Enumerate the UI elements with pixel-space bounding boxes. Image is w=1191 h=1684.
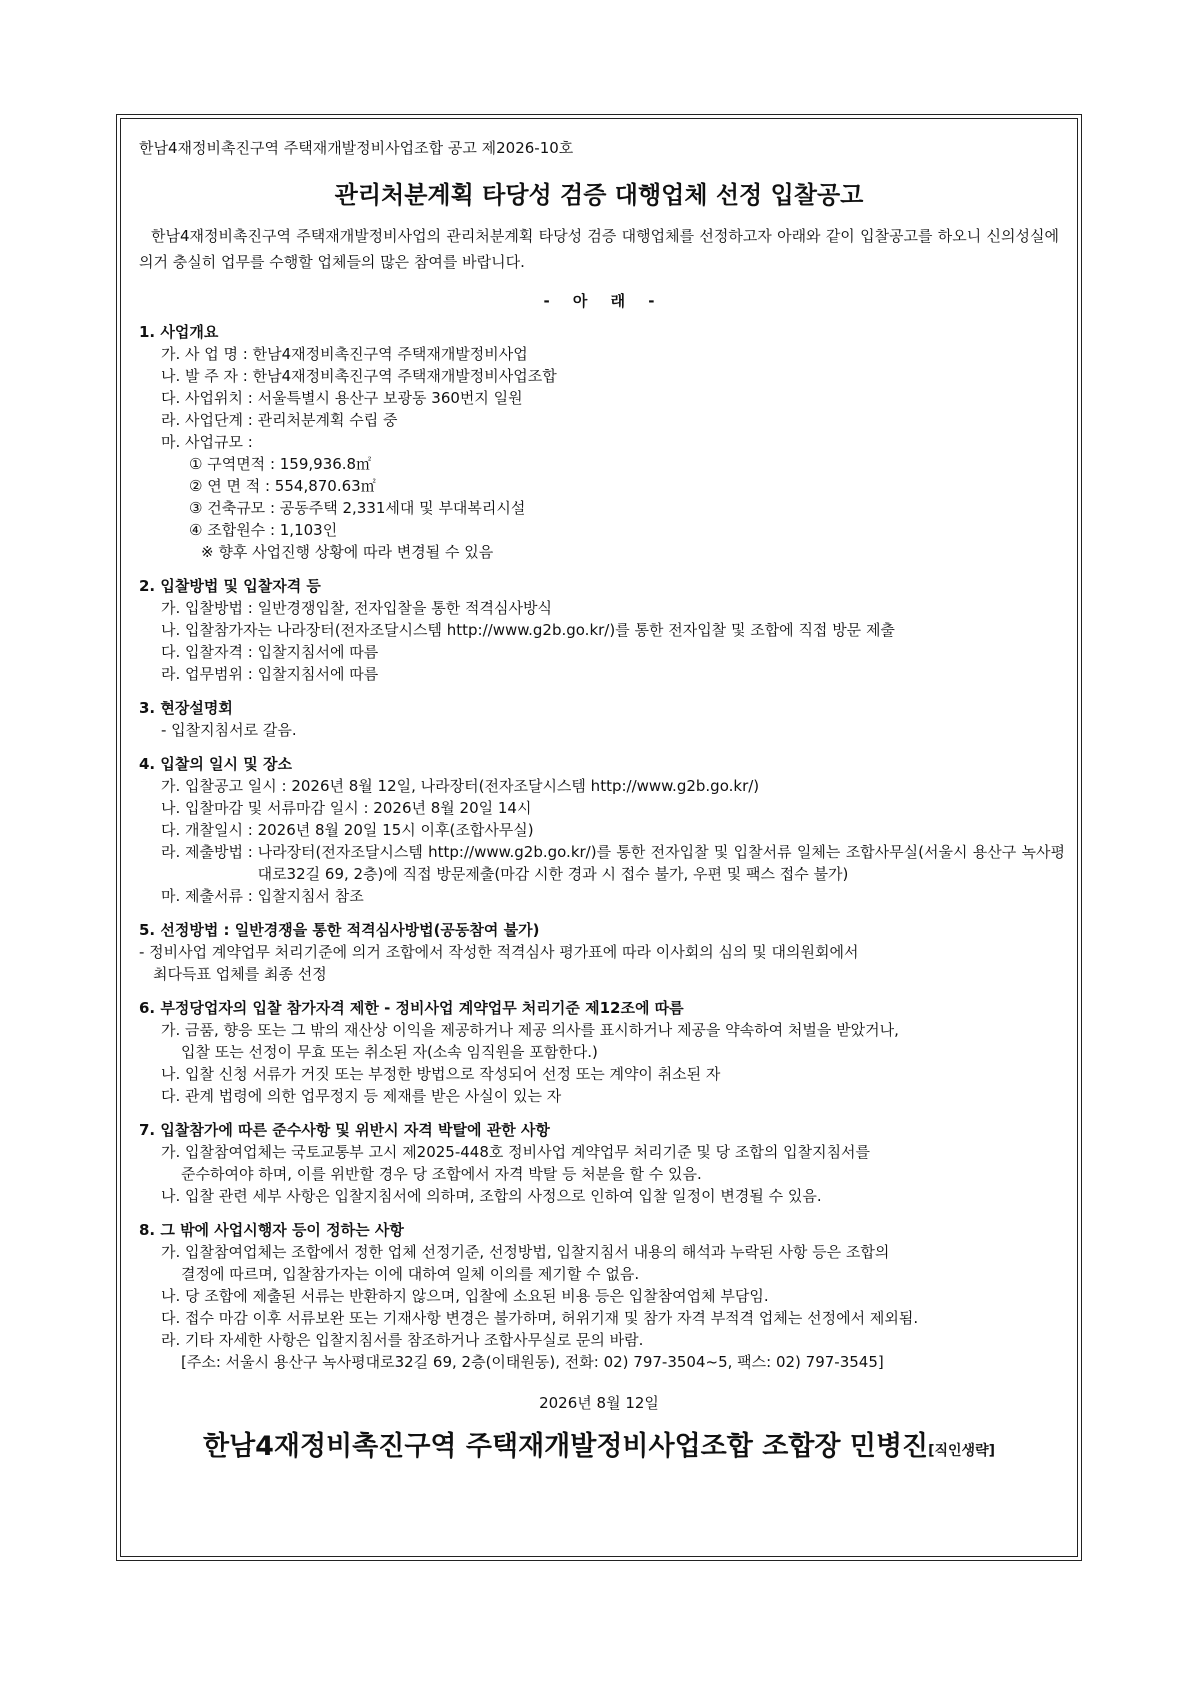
section-title: 3. 현장설명회 [139,699,233,717]
section-other-matters [133,1219,1065,1373]
sub-list-item: ① 구역면적 : 159,936.8㎡ [189,455,372,473]
section-title: 2. 입찰방법 및 입찰자격 등 [139,577,321,595]
list-item-continuation: 준수하여야 하며, 이를 위반할 경우 당 조합에서 자격 박탈 등 처분을 할 수 있음. [181,1165,702,1183]
sub-list-item: ④ 조합원수 : 1,103인 [189,521,338,539]
list-item: 마. 사업규모 : [161,433,253,451]
list-item: 다. 사업위치 : 서울특별시 용산구 보광동 360번지 일원 [161,389,523,407]
section-title: 4. 입찰의 일시 및 장소 [139,755,292,773]
section-bid-schedule [133,753,1065,907]
signer-name: 한남4재정비촉진구역 주택재개발정비사업조합 조합장 민병진 [202,1431,929,1462]
list-item: 다. 개찰일시 : 2026년 8월 20일 15시 이후(조합사무실) [161,821,534,839]
sub-list-item: ② 연 면 적 : 554,870.63㎡ [189,477,376,495]
document-title: 관리처분계획 타당성 검증 대행업체 선정 입찰공고 [334,181,864,209]
section-title: 8. 그 밖에 사업시행자 등이 정하는 사항 [139,1221,404,1239]
intro-paragraph: 한남4재정비촉진구역 주택재개발정비사업의 관리처분계획 타당성 검증 대행업체를 선정하고자 아래와 같이 입찰공고를 하오니 신의성실에 의거 충실히 업무를 수행할 업체들의 많은 참여를 바랍니다. [139,227,1059,271]
list-item: 다. 접수 마감 이후 서류보완 또는 기재사항 변경은 불가하며, 허위기재 및 참가 자격 부적격 업체는 선정에서 제외됨. [161,1309,919,1327]
list-item-continuation: 결정에 따르며, 입찰참가자는 이에 대하여 일체 이의를 제기할 수 없음. [181,1265,640,1283]
notice-document [120,118,1078,1557]
list-item: 다. 관계 법령에 의한 업무정지 등 제재를 받은 사실이 있는 자 [161,1087,562,1105]
contact-address: [주소: 서울시 용산구 녹사평대로32길 69, 2층(이태원동), 전화: 02) 797-3504~5, 팩스: 02) 797-3545] [181,1353,884,1371]
list-item-continuation: 최다득표 업체를 최종 선정 [153,965,327,983]
section-bid-method [133,575,1065,685]
list-item: 가. 금품, 향응 또는 그 밖의 재산상 이익을 제공하거나 제공 의사를 표시하거나 제공을 약속하여 처벌을 받았거나, [161,1021,899,1039]
list-item: 가. 입찰참여업체는 조합에서 정한 업체 선정기준, 선정방법, 입찰지침서 내용의 해석과 누락된 사항 등은 조합의 [161,1243,890,1261]
section-divider-ara: - 아 래 - [543,292,655,310]
list-item: - 정비사업 계약업무 처리기준에 의거 조합에서 작성한 적격심사 평가표에 따라 이사회의 심의 및 대의원회에서 [139,943,859,961]
list-item: 나. 입찰 관련 세부 사항은 입찰지침서에 의하며, 조합의 사정으로 인하여 입찰 일정이 변경될 수 있음. [161,1187,822,1205]
list-item: - 입찰지침서로 갈음. [161,721,297,739]
section-title: 6. 부정당업자의 입찰 참가자격 제한 - 정비사업 계약업무 처리기준 제12조에 따름 [139,999,684,1017]
section-compliance [133,1119,1065,1207]
section-disqualification [133,997,1065,1107]
section-site-briefing [133,697,1065,741]
list-item: 라. 기타 자세한 사항은 입찰지침서를 참조하거나 조합사무실로 문의 바람. [161,1331,644,1349]
submission-method-text: 나라장터(전자조달시스템 http://www.g2b.go.kr/)를 통한 전자입찰 및 입찰서류 일체는 조합사무실(서울시 용산구 녹사평대로32길 69, 2층)에 직접 방문제출(마감 시한 경과 시 접수 불가, 우편 및 팩스 접수 불가) [257,843,1065,883]
list-item: 가. 입찰방법 : 일반경쟁입찰, 전자입찰을 통한 적격심사방식 [161,599,552,617]
list-item: 라. 업무범위 : 입찰지침서에 따름 [161,665,379,683]
list-item: 가. 사 업 명 : 한남4재정비촉진구역 주택재개발정비사업 [161,345,528,363]
signer-line [133,1429,1065,1469]
list-item: 나. 입찰참가자는 나라장터(전자조달시스템 http://www.g2b.go.kr/)를 통한 전자입찰 및 조합에 직접 방문 제출 [161,621,895,639]
notice-date: 2026년 8월 12일 [539,1394,659,1412]
list-item-submission-method [161,841,1065,885]
section-title: 7. 입찰참가에 따른 준수사항 및 위반시 자격 박탈에 관한 사항 [139,1121,550,1139]
list-item: 나. 당 조합에 제출된 서류는 반환하지 않으며, 입찰에 소요된 비용 등은 입찰참여업체 부담임. [161,1287,769,1305]
submission-method-label: 라. 제출방법 : [161,843,258,861]
sub-list-item: ③ 건축규모 : 공동주택 2,331세대 및 부대복리시설 [189,499,526,517]
list-item: 나. 발 주 자 : 한남4재정비촉진구역 주택재개발정비사업조합 [161,367,557,385]
notice-number: 한남4재정비촉진구역 주택재개발정비사업조합 공고 제2026-10호 [139,139,574,157]
seal-omitted-note: [직인생략] [928,1443,996,1459]
list-item: 나. 입찰마감 및 서류마감 일시 : 2026년 8월 20일 14시 [161,799,532,817]
list-item: 가. 입찰공고 일시 : 2026년 8월 12일, 나라장터(전자조달시스템 http://www.g2b.go.kr/) [161,777,760,795]
section-business-overview [133,321,1065,563]
section-title: 5. 선정방법 : 일반경쟁을 통한 적격심사방법(공동참여 불가) [139,921,540,939]
list-item: 다. 입찰자격 : 입찰지침서에 따름 [161,643,379,661]
list-item: 라. 사업단계 : 관리처분계획 수립 중 [161,411,398,429]
section-title: 1. 사업개요 [139,323,219,341]
list-item: 마. 제출서류 : 입찰지침서 참조 [161,887,364,905]
note-line: ※ 향후 사업진행 상황에 따라 변경될 수 있음 [201,543,494,561]
section-selection-method [133,919,1065,985]
list-item-continuation: 입찰 또는 선정이 무효 또는 취소된 자(소속 임직원을 포함한다.) [181,1043,598,1061]
list-item: 나. 입찰 신청 서류가 거짓 또는 부정한 방법으로 작성되어 선정 또는 계약이 취소된 자 [161,1065,721,1083]
list-item: 가. 입찰참여업체는 국토교통부 고시 제2025-448호 정비사업 계약업무 처리기준 및 당 조합의 입찰지침서를 [161,1143,871,1161]
